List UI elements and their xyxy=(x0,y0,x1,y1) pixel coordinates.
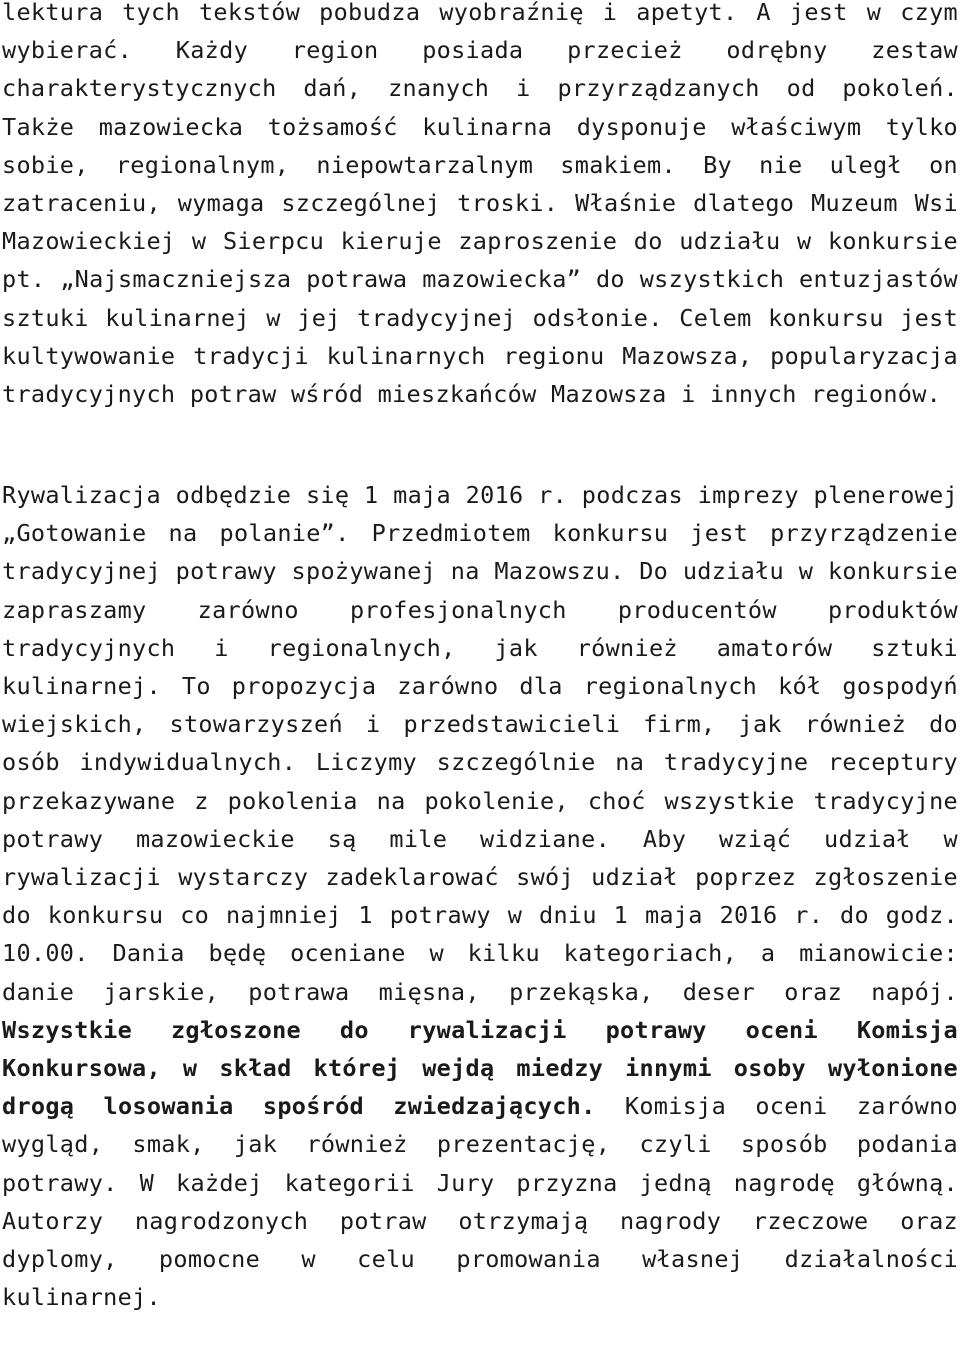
sentence: Liczymy szczególnie na tradycyjne receptury przekazywane z pokolenia na pokolenie, choć wszystkie tradycyjne potrawy mazowieckie są mile widziane. xyxy=(2,748,958,853)
sentence: Także mazowiecka tożsamość kulinarna dysponuje właściwym tylko sobie, regionalnym, niepowtarzalnym smakiem. xyxy=(2,112,958,179)
sentence: W każdej kategorii Jury przyzna jedną nagrodę główną. xyxy=(139,1168,958,1197)
sentence: Komisja oceni zarówno wygląd, smak, jak również prezentację, czyli sposób podania potrawy. xyxy=(2,1092,959,1197)
paragraph-contest-invitation xyxy=(2,0,958,413)
sentence: To propozycja zarówno dla regionalnych kół gospodyń wiejskich, stowarzyszeń i przedstawicieli firm, jak również do osób indywidualnych. xyxy=(2,672,958,777)
sentence: Autorzy nagrodzonych potraw otrzymają nagrody rzeczowe oraz dyplomy, pomocne w celu promowania własnej działalności kulinarnej. xyxy=(2,1206,958,1312)
sentence: lektura tych tekstów pobudza wyobraźnię i apetyt. A jest w czym wybierać. Każdy region posiada przecież odrębny zestaw charakterystycznych dań, znanych i przyrządzanych od pokoleń. xyxy=(2,0,958,103)
sentence: Do udziału w konkursie zapraszamy zarówno profesjonalnych producentów produktów tradycyjnych i regionalnych, jak również amatorów sztuki kulinarnej. xyxy=(2,557,958,701)
sentence: Aby wziąć udział w rywalizacji wystarczy zadeklarować swój udział poprzez zgłoszenie do konkursu co najmniej 1 potrawy w dniu 1 maja 2016 r. do godz. 10.00. xyxy=(2,824,958,968)
paragraph-contest-rules xyxy=(2,476,958,1316)
sentence: Dania będę oceniane w kilku kategoriach, a mianowicie: danie jarskie, potrawa mięsna, przekąska, deser oraz napój. xyxy=(2,939,958,1006)
sentence: Właśnie dlatego Muzeum Wsi Mazowieckiej w Sierpcu kieruje zaproszenie do udziału w konkursie pt. „Najsmaczniejsza potrawa mazowiecka” do wszystkich entuzjastów sztuki kulinarnej w jej tradycyjnej odsłonie. xyxy=(2,189,959,332)
sentence: By nie uległ on zatraceniu, wymaga szczególnej troski. xyxy=(2,150,958,218)
sentence: Rywalizacja odbędzie się 1 maja 2016 r. podczas imprezy plenerowej „Gotowanie na polanie”. xyxy=(2,481,958,548)
sentence: Przedmiotem konkursu jest przyrządzenie tradycyjnej potrawy spożywanej na Mazowszu. xyxy=(2,519,958,586)
bold-jury-sentence: Wszystkie zgłoszone do rywalizacji potrawy oceni Komisja Konkursowa, w skład której wejdą miedzy innymi osoby wyłonione drogą losowania spośród zwiedzających. xyxy=(2,1015,958,1121)
sentence: Celem konkursu jest kultywowanie tradycji kulinarnych regionu Mazowsza, popularyzacja tradycyjnych potraw wśród mieszkańców Mazowsza i innych regionów. xyxy=(2,303,959,409)
